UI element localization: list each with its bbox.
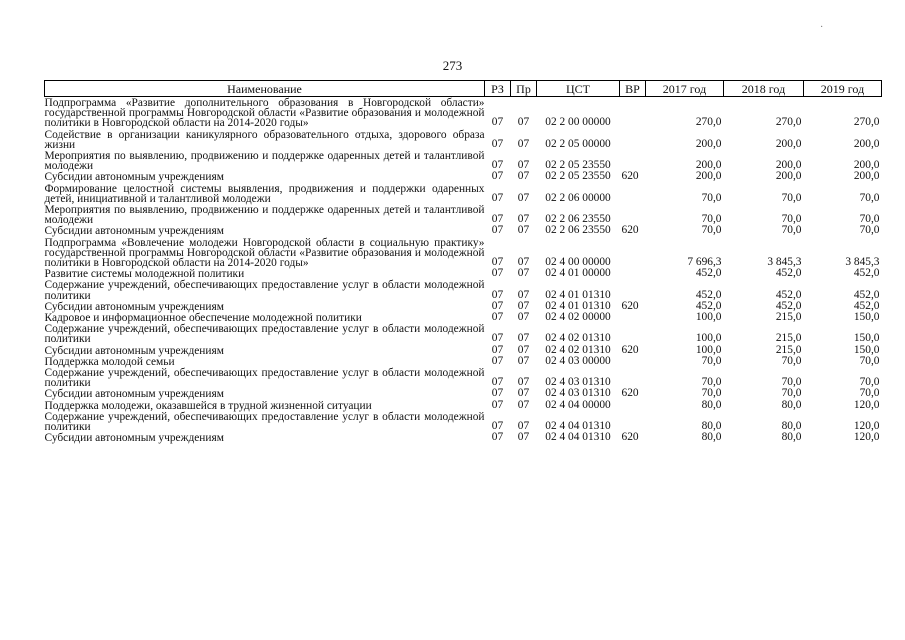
cell-cst: 02 4 02 01310 — [545, 332, 611, 345]
cell-vr — [620, 323, 646, 344]
cell-2019: 150,0 — [853, 311, 880, 324]
cell-2019: 200,0 — [853, 159, 880, 172]
table-row — [45, 183, 882, 204]
cell-name: Субсидии автономным учреждениям — [44, 171, 224, 184]
table-row — [45, 323, 882, 344]
cell-vr — [620, 400, 646, 411]
cell-cst: 02 4 02 00000 — [545, 311, 611, 324]
cell-2018: 200,0 — [775, 159, 802, 172]
table-row — [45, 301, 882, 312]
cell-vr: 620 — [621, 299, 639, 312]
cell-cst: 02 4 04 01310 — [545, 431, 611, 444]
cell-name: Содержание учреждений, обеспечивающих предоставление услуг в области молодежной политики — [44, 410, 485, 434]
cell-pr: 07 — [517, 116, 530, 129]
cell-2018: 452,0 — [775, 267, 802, 280]
table-row — [45, 97, 882, 129]
cell-2018: 70,0 — [781, 354, 802, 367]
cell-2018: 80,0 — [781, 398, 802, 411]
cell-2019: 70,0 — [859, 224, 880, 237]
cell-2017: 100,0 — [695, 343, 722, 356]
cell-2018: 215,0 — [775, 343, 802, 356]
cell-2017: 70,0 — [701, 354, 722, 367]
cell-2017: 70,0 — [701, 224, 722, 237]
cell-2019: 70,0 — [859, 376, 880, 389]
cell-rz: 07 — [491, 267, 504, 280]
cell-cst: 02 4 01 01310 — [545, 299, 611, 312]
cell-rz: 07 — [491, 420, 504, 433]
cell-rz: 07 — [491, 376, 504, 389]
cell-vr — [620, 97, 646, 129]
cell-2017: 80,0 — [701, 398, 722, 411]
cell-2017: 70,0 — [701, 191, 722, 204]
cell-2017: 200,0 — [695, 159, 722, 172]
cell-rz: 07 — [491, 299, 504, 312]
cell-rz: 07 — [491, 137, 504, 150]
table-row — [45, 129, 882, 150]
table-row — [45, 312, 882, 323]
cell-name: Содержание учреждений, обеспечивающих предоставление услуг в области молодежной политики — [44, 279, 485, 302]
cell-cst: 02 4 04 01310 — [545, 420, 611, 433]
table-body — [45, 97, 882, 444]
cell-pr: 07 — [517, 354, 530, 367]
cell-rz: 07 — [491, 387, 504, 400]
cell-vr: 620 — [621, 170, 639, 183]
table-row — [45, 388, 882, 399]
cell-2019: 3 845,3 — [845, 256, 880, 269]
cell-2019: 452,0 — [853, 267, 880, 280]
cell-2018: 200,0 — [775, 170, 802, 183]
cell-pr: 07 — [517, 431, 530, 444]
cell-cst: 02 4 03 00000 — [545, 354, 611, 367]
cell-2018: 200,0 — [775, 137, 802, 150]
cell-2017: 70,0 — [701, 376, 722, 389]
cell-pr: 07 — [517, 213, 530, 226]
table-row — [45, 279, 882, 300]
header-rz: РЗ — [485, 81, 511, 97]
cell-2019: 70,0 — [859, 354, 880, 367]
table-row — [45, 225, 882, 236]
header-row — [45, 81, 882, 97]
cell-2018: 70,0 — [781, 376, 802, 389]
cell-vr — [620, 150, 646, 171]
cell-name: Развитие системы молодежной политики — [44, 268, 245, 281]
cell-2018: 215,0 — [775, 311, 802, 324]
cell-name: Подпрограмма «Вовлечение молодежи Новгородской области в социальную практику» государственной программы Новгородской области «Развитие образования и молодежной политики в Новгородской области на 2014-2020 годы» — [44, 236, 485, 270]
cell-vr — [620, 204, 646, 225]
cell-vr — [620, 312, 646, 323]
cell-2017: 200,0 — [695, 170, 722, 183]
cell-name: Субсидии автономным учреждениям — [44, 344, 224, 357]
cell-name: Кадровое и информационное обеспечение молодежной политики — [44, 312, 362, 325]
cell-2017: 80,0 — [701, 431, 722, 444]
table-row — [45, 367, 882, 388]
cell-vr: 620 — [621, 431, 639, 444]
cell-2019: 200,0 — [853, 137, 880, 150]
cell-2017: 100,0 — [695, 311, 722, 324]
cell-pr: 07 — [517, 311, 530, 324]
cell-name: Субсидии автономным учреждениям — [44, 388, 224, 401]
cell-name: Содействие в организации каникулярного образовательного отдыха, здорового образа жизни — [44, 128, 485, 151]
cell-2018: 70,0 — [781, 224, 802, 237]
table-row — [45, 411, 882, 432]
cell-2018: 80,0 — [781, 420, 802, 433]
cell-rz: 07 — [491, 343, 504, 356]
cell-2018: 270,0 — [775, 116, 802, 129]
table-row — [45, 237, 882, 269]
cell-vr — [620, 237, 646, 269]
cell-name: Мероприятия по выявлению, продвижению и поддержке одаренных детей и талантливой молодежи — [44, 150, 485, 173]
cell-2018: 70,0 — [781, 387, 802, 400]
table-row — [45, 356, 882, 367]
cell-2019: 452,0 — [853, 288, 880, 301]
cell-vr — [620, 367, 646, 388]
cell-2017: 70,0 — [701, 213, 722, 226]
cell-name: Субсидии автономным учреждениям — [44, 225, 224, 238]
cell-cst: 02 4 04 00000 — [545, 398, 611, 411]
cell-2019: 150,0 — [853, 332, 880, 345]
cell-pr: 07 — [517, 170, 530, 183]
cell-2018: 70,0 — [781, 213, 802, 226]
cell-rz: 07 — [491, 224, 504, 237]
cell-2018: 3 845,3 — [767, 256, 802, 269]
cell-cst: 02 4 03 01310 — [545, 376, 611, 389]
cell-name: Поддержка молодой семьи — [44, 355, 175, 368]
cell-2017: 100,0 — [695, 332, 722, 345]
cell-name: Субсидии автономным учреждениям — [44, 300, 224, 313]
cell-rz: 07 — [491, 332, 504, 345]
cell-name: Субсидии автономным учреждениям — [44, 432, 224, 445]
header-pr: Пр — [511, 81, 537, 97]
cell-2017: 452,0 — [695, 288, 722, 301]
cell-pr: 07 — [517, 191, 530, 204]
cell-2017: 80,0 — [701, 420, 722, 433]
cell-rz: 07 — [491, 213, 504, 226]
table-row — [45, 171, 882, 182]
cell-pr: 07 — [517, 420, 530, 433]
table-row — [45, 268, 882, 279]
cell-pr: 07 — [517, 332, 530, 345]
header-vr: ВР — [620, 81, 646, 97]
cell-pr: 07 — [517, 137, 530, 150]
table-row — [45, 345, 882, 356]
cell-2019: 270,0 — [853, 116, 880, 129]
cell-pr: 07 — [517, 267, 530, 280]
cell-2017: 270,0 — [695, 116, 722, 129]
cell-cst: 02 4 01 00000 — [545, 267, 611, 280]
cell-name: Формирование целостной системы выявления, продвижения и поддержки одаренных детей, инициативной и талантливой молодежи — [44, 182, 485, 205]
page-number: 273 — [442, 58, 463, 73]
cell-pr: 07 — [517, 256, 530, 269]
table-row — [45, 204, 882, 225]
cell-2019: 70,0 — [859, 387, 880, 400]
cell-name: Содержание учреждений, обеспечивающих предоставление услуг в области молодежной политики — [44, 323, 485, 346]
cell-2017: 452,0 — [695, 267, 722, 280]
header-2017: 2017 год — [646, 81, 724, 97]
cell-vr — [620, 411, 646, 432]
cell-pr: 07 — [517, 398, 530, 411]
cell-cst: 02 2 05 23550 — [545, 170, 611, 183]
cell-2017: 452,0 — [695, 299, 722, 312]
cell-2018: 452,0 — [775, 299, 802, 312]
cell-pr: 07 — [517, 387, 530, 400]
cell-name: Подпрограмма «Развитие дополнительного образования в Новгородской области» государственной программы Новгородской области «Развитие образования и молодежной политики в Новгородской области на 2014-2020 годы» — [44, 97, 485, 130]
table-row — [45, 400, 882, 411]
cell-2017: 7 696,3 — [687, 256, 722, 269]
scan-mark: · — [820, 22, 824, 33]
cell-rz: 07 — [491, 191, 504, 204]
cell-rz: 07 — [491, 431, 504, 444]
cell-cst: 02 2 06 23550 — [545, 224, 611, 237]
cell-rz: 07 — [491, 256, 504, 269]
cell-rz: 07 — [491, 170, 504, 183]
cell-2019: 120,0 — [853, 420, 880, 433]
budget-table — [44, 80, 882, 444]
cell-2019: 120,0 — [853, 398, 880, 411]
cell-2018: 70,0 — [781, 191, 802, 204]
cell-2019: 70,0 — [859, 213, 880, 226]
cell-pr: 07 — [517, 376, 530, 389]
header-name: Наименование — [45, 81, 485, 97]
header-cst: ЦСТ — [537, 81, 620, 97]
cell-2018: 80,0 — [781, 431, 802, 444]
cell-rz: 07 — [491, 288, 504, 301]
cell-pr: 07 — [517, 299, 530, 312]
cell-vr — [620, 129, 646, 150]
cell-pr: 07 — [517, 224, 530, 237]
cell-vr: 620 — [621, 224, 639, 237]
cell-2018: 452,0 — [775, 288, 802, 301]
cell-pr: 07 — [517, 159, 530, 172]
cell-cst: 02 2 06 23550 — [545, 213, 611, 226]
cell-rz: 07 — [491, 159, 504, 172]
cell-pr: 07 — [517, 343, 530, 356]
cell-cst: 02 2 05 23550 — [545, 159, 611, 172]
cell-2018: 215,0 — [775, 332, 802, 345]
cell-cst: 02 2 00 00000 — [545, 116, 611, 129]
cell-vr — [620, 183, 646, 204]
cell-2019: 150,0 — [853, 343, 880, 356]
cell-cst: 02 2 06 00000 — [545, 191, 611, 204]
cell-cst: 02 4 03 01310 — [545, 387, 611, 400]
cell-vr: 620 — [621, 343, 639, 356]
cell-cst: 02 2 05 00000 — [545, 137, 611, 150]
cell-2019: 70,0 — [859, 191, 880, 204]
header-2018: 2018 год — [724, 81, 804, 97]
header-2019: 2019 год — [804, 81, 882, 97]
cell-2019: 200,0 — [853, 170, 880, 183]
cell-2017: 70,0 — [701, 387, 722, 400]
cell-cst: 02 4 01 01310 — [545, 288, 611, 301]
cell-rz: 07 — [491, 354, 504, 367]
cell-vr — [620, 356, 646, 367]
cell-vr — [620, 279, 646, 300]
cell-pr: 07 — [517, 288, 530, 301]
cell-rz: 07 — [491, 116, 504, 129]
cell-name: Мероприятия по выявлению, продвижению и поддержке одаренных детей и талантливой молодежи — [44, 204, 485, 227]
cell-rz: 07 — [491, 398, 504, 411]
table-row — [45, 150, 882, 171]
cell-2019: 120,0 — [853, 431, 880, 444]
cell-cst: 02 4 02 01310 — [545, 343, 611, 356]
cell-vr — [620, 268, 646, 279]
cell-name: Содержание учреждений, обеспечивающих предоставление услуг в области молодежной политики — [44, 367, 485, 390]
cell-cst: 02 4 00 00000 — [545, 256, 611, 269]
cell-vr: 620 — [621, 387, 639, 400]
cell-rz: 07 — [491, 311, 504, 324]
cell-2017: 200,0 — [695, 137, 722, 150]
cell-name: Поддержка молодежи, оказавшейся в трудной жизненной ситуации — [44, 399, 372, 412]
table-row — [45, 432, 882, 443]
cell-2019: 452,0 — [853, 299, 880, 312]
